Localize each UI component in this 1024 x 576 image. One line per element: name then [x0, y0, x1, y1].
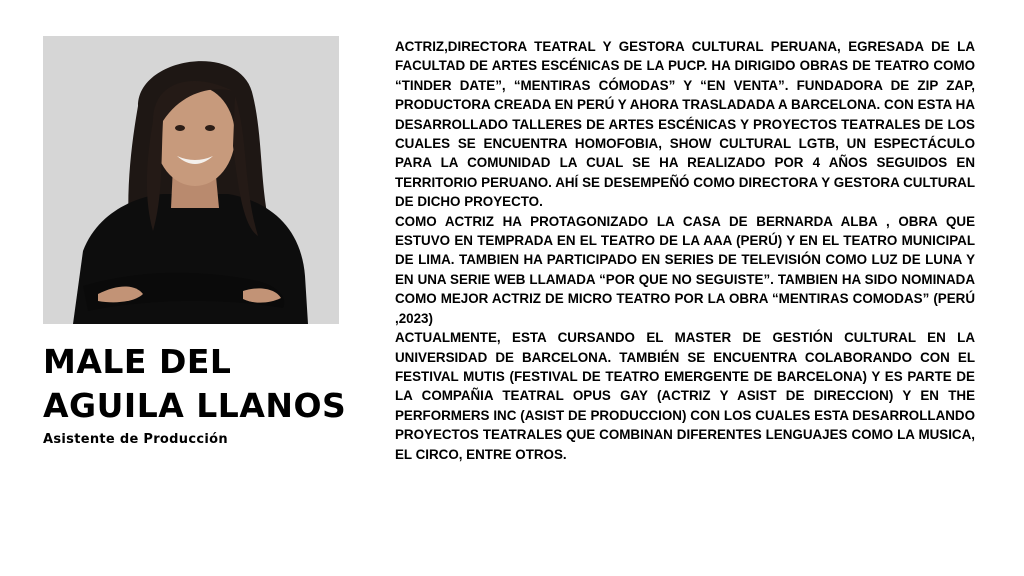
bio-paragraph: ACTRIZ,DIRECTORA TEATRAL Y GESTORA CULTURAL PERUANA, EGRESADA DE LA FACULTAD DE ARTES ESCÉNICAS DE LA PUCP. HA DIRIGIDO OBRAS DE TEATRO COMO “TINDER DATE”, “MENTIRAS CÓMODAS” Y “EN VENTA”. FUNDADORA DE ZIP ZAP, PRODUCTORA CREADA EN PERÚ Y AHORA TRASLADADA A BARCELONA. CON ESTA HA DESARROLLADO TALLERES DE ARTES ESCÉNICAS Y PROYECTOS TEATRALES DE LOS CUALES SE ENCUENTRA HOMOFOBIA, SHOW CULTURAL LGTB, UN ESPECTÁCULO PARA LA COMUNIDAD LA CUAL SE HA REALIZADO POR 4 AÑOS SEGUIDOS EN TERRITORIO PERUANO. AHÍ SE DESEMPEÑÓ COMO DIRECTORA Y GESTORA CULTURAL DE DICHO PROYECTO.: [395, 39, 975, 210]
person-name: MALE DEL AGUILA LLANOS: [43, 342, 347, 425]
portrait-illustration: [43, 36, 339, 324]
bio-paragraph: COMO ACTRIZ HA PROTAGONIZADO LA CASA DE BERNARDA ALBA , OBRA QUE ESTUVO EN TEMPRADA EN EL TEATRO DE LA AAA (PERÚ) Y EN EL TEATRO MUNICIPAL DE LIMA. TAMBIEN HA PARTICIPADO EN SERIES DE TELEVISIÓN COMO LUZ DE LUNA Y EN UNA SERIE WEB LLAMADA “POR QUE NO SEGUISTE”. TAMBIEN HA SIDO NOMINADA COMO MEJOR ACTRIZ DE MICRO TEATRO POR LA OBRA “MENTIRAS COMODAS” (PERÚ ,2023): [395, 213, 975, 326]
bio-paragraph: ACTUALMENTE, ESTA CURSANDO EL MASTER DE GESTIÓN CULTURAL EN LA UNIVERSIDAD DE BARCELONA. TAMBIÉN SE ENCUENTRA COLABORANDO CON EL FESTIVAL MUTIS (FESTIVAL DE TEATRO EMERGENTE DE BARCELONA) Y ES PARTE DE LA COMPAÑIA TEATRAL OPUS GAY (ACTRIZ Y ASIST DE DIRECCION) Y EN THE PERFORMERS INC (ASIST DE PRODUCCION) CON LOS CUALES ESTA DESARROLLANDO PROYECTOS TEATRALES QUE COMBINAN DIFERENTES LENGUAJES COMO LA MUSICA, EL CIRCO, ENTRE OTROS.: [395, 330, 975, 462]
person-role: Asistente de Producción: [43, 432, 228, 447]
biography: [395, 37, 975, 464]
profile-photo: [43, 36, 339, 324]
